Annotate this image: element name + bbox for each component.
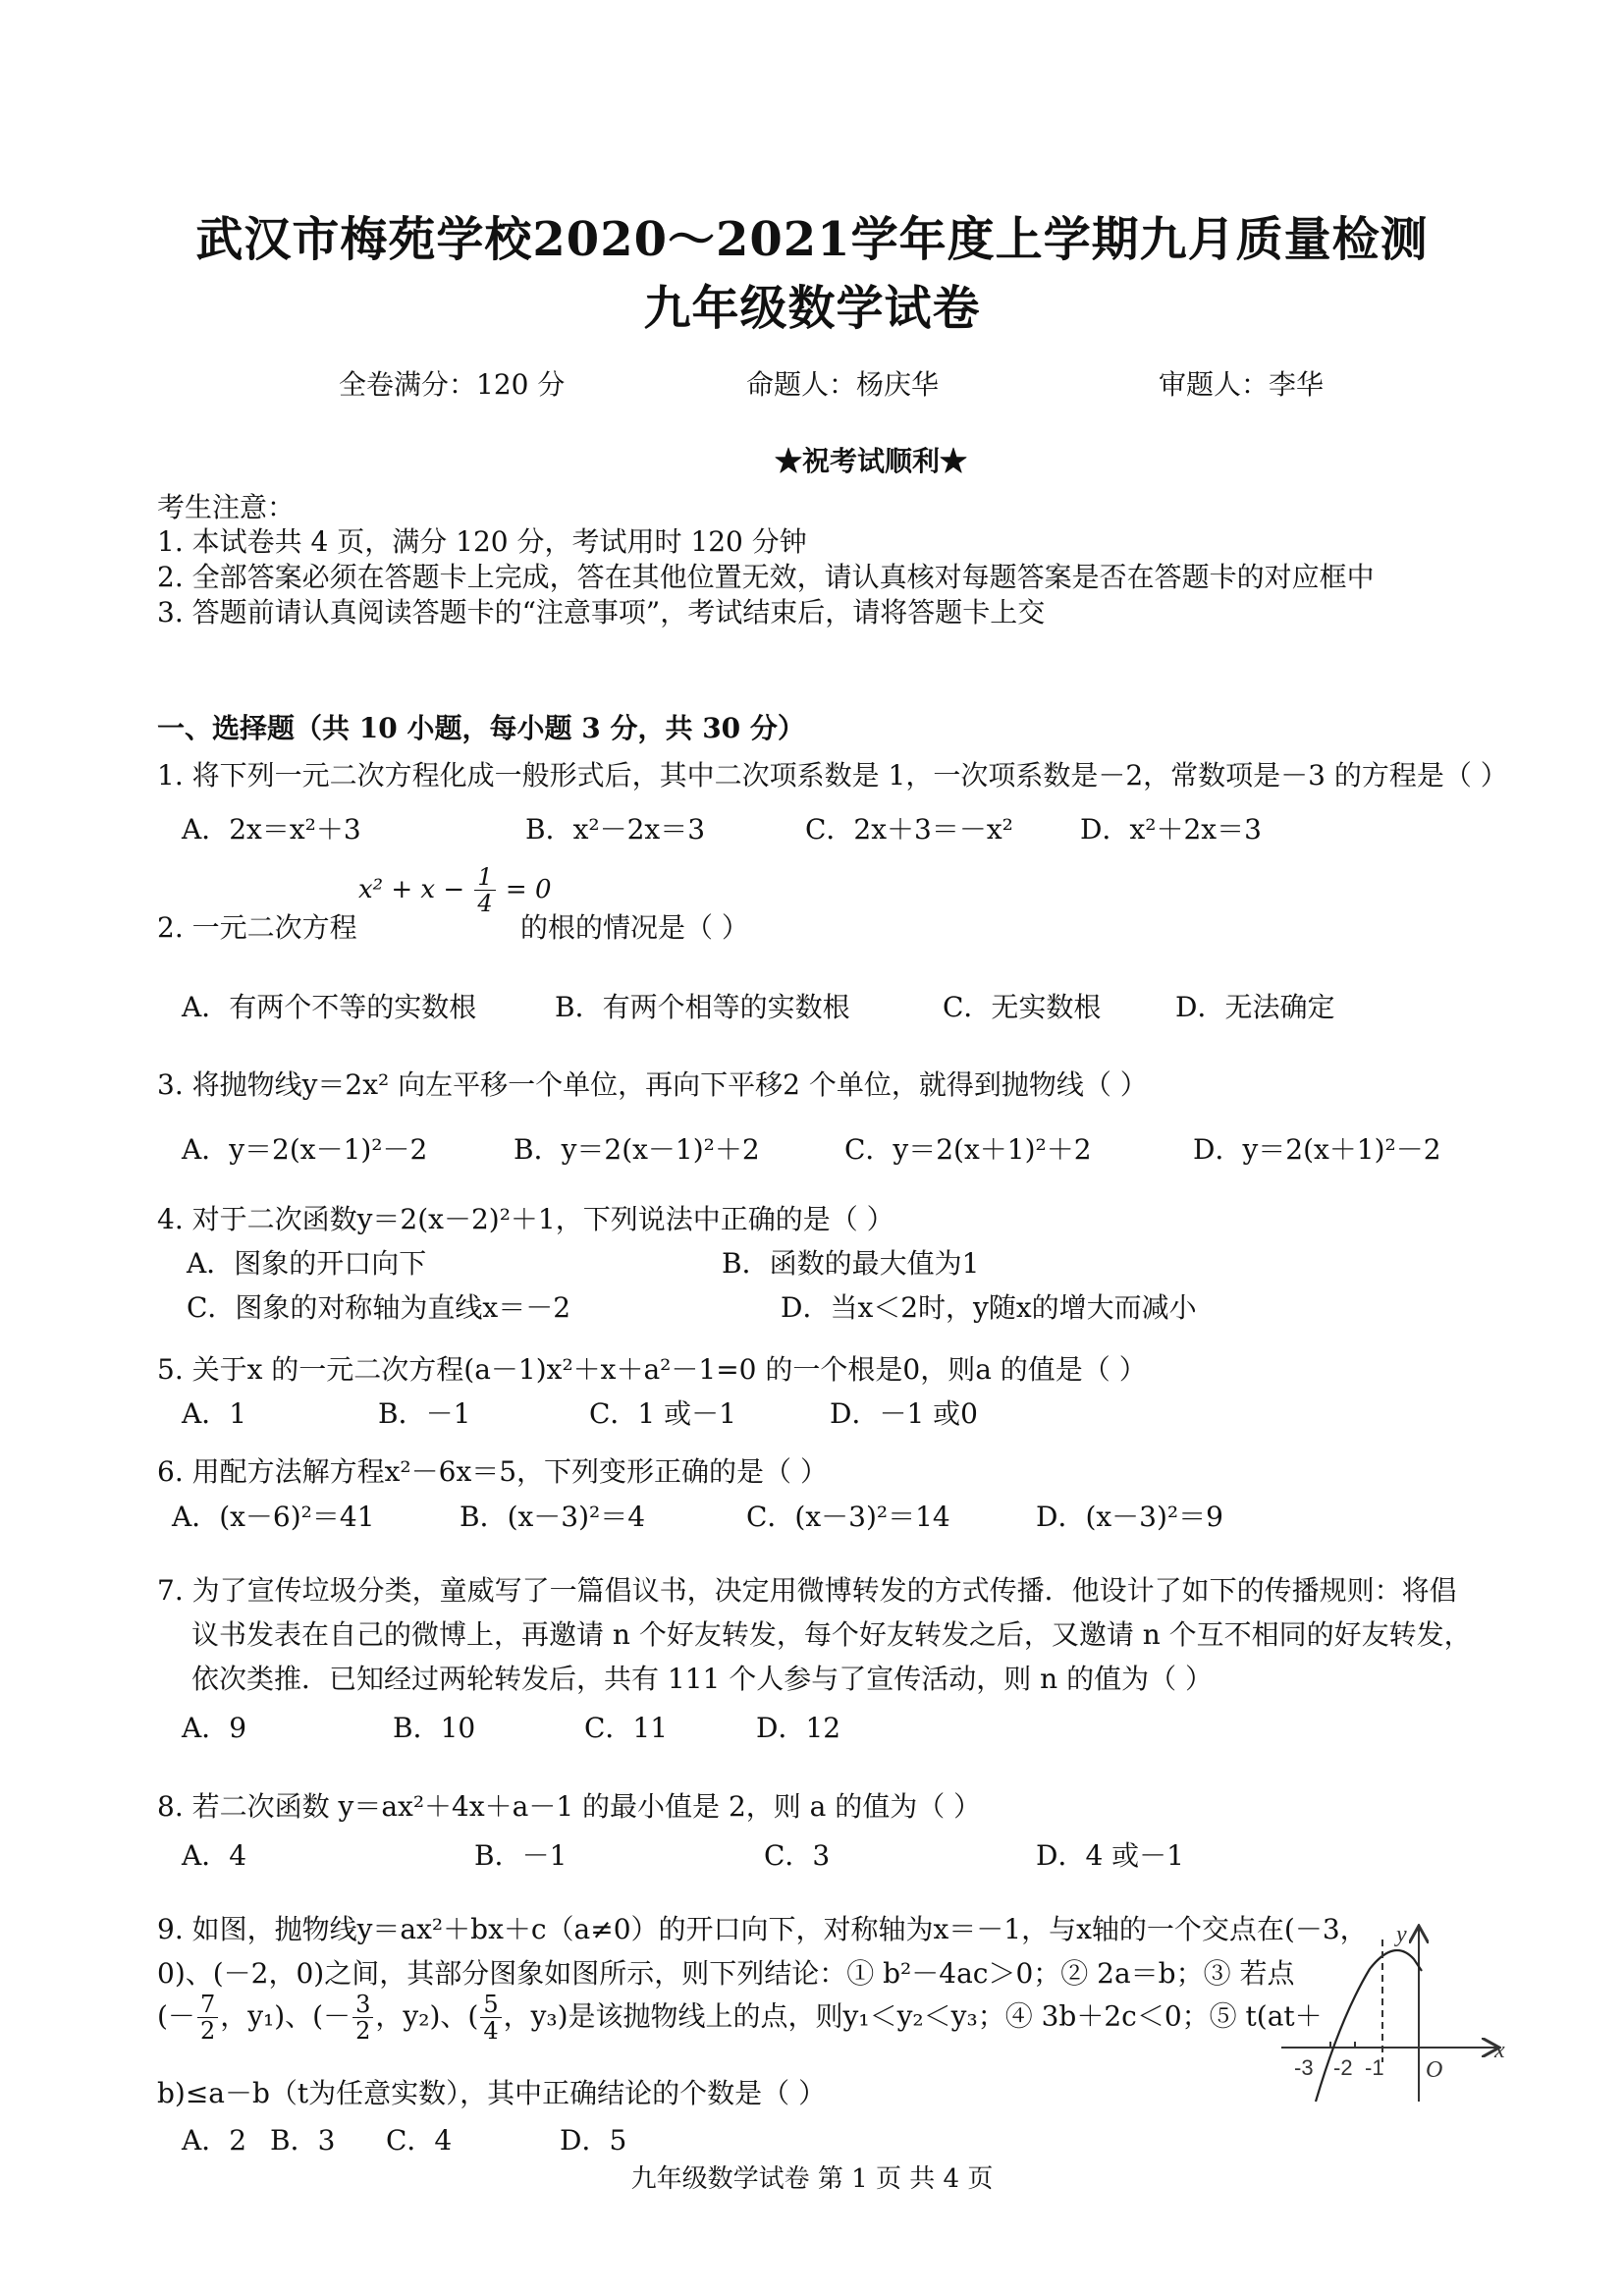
page-footer: 九年级数学试卷 第 1 页 共 4 页: [630, 2164, 994, 2194]
question-3-option-a: A．y＝2(x－1)²－2: [182, 1133, 428, 1166]
question-7-option-b: B．10: [393, 1712, 476, 1744]
question-9-line-1: 9. 如图，抛物线y＝ax²＋bx＋c（a≠0）的开口向下，对称轴为x＝－1，与x轴的一个交点在(－3，: [157, 1913, 1368, 1945]
notice-heading: 考生注意：: [157, 491, 296, 523]
parabola-graph: [1276, 1920, 1512, 2106]
question-8-option-b: B．－1: [474, 1839, 568, 1872]
question-5-stem: 5. 关于x 的一元二次方程(a－1)x²＋x＋a²－1=0 的一个根是0，则a 的值是（ ）: [157, 1353, 1147, 1386]
question-2-fraction: $\frac{1}{4}$: [474, 864, 495, 917]
exam-title-line2: 九年级数学试卷: [643, 281, 981, 336]
question-6-stem: 6. 用配方法解方程x²－6x＝5，下列变形正确的是（ ）: [157, 1455, 828, 1488]
question-1-option-c: C．2x＋3＝－x²: [805, 813, 1013, 846]
tick-label-minus-1: -1: [1365, 2055, 1384, 2080]
question-6-option-d: D．(x－3)²＝9: [1036, 1501, 1223, 1533]
question-4-option-b: B．函数的最大值为1: [722, 1247, 980, 1280]
question-7-line-1: 7. 为了宣传垃圾分类，童威写了一篇倡议书，决定用微博转发的方式传播．他设计了如下的传播规则：将倡: [157, 1574, 1457, 1607]
question-2-option-b: B．有两个相等的实数根: [555, 991, 850, 1023]
question-4-option-c: C．图象的对称轴为直线x＝－2: [187, 1291, 571, 1324]
question-2-option-c: C．无实数根: [943, 991, 1102, 1023]
question-9-line-4: b)≤a－b（t为任意实数），其中正确结论的个数是（ ）: [157, 2077, 827, 2109]
question-5-option-d: D．－1 或0: [830, 1397, 978, 1430]
exam-title-line1: 武汉市梅苑学校2020～2021学年度上学期九月质量检测: [195, 212, 1429, 267]
question-2-prefix: 2. 一元二次方程: [157, 911, 357, 944]
question-5-option-b: B．－1: [378, 1397, 471, 1430]
question-9-option-a: A．2: [182, 2124, 247, 2157]
question-7-line-3: 依次类推．已知经过两轮转发后，共有 111 个人参与了宣传活动，则 n 的值为（ ）: [191, 1663, 1213, 1695]
question-2-option-a: A．有两个不等的实数根: [182, 991, 477, 1023]
question-1-option-a: A．2x＝x²＋3: [182, 813, 361, 846]
notice-item-2: 2. 全部答案必须在答题卡上完成，答在其他位置无效，请认真核对每题答案是否在答题卡的对应框中: [157, 561, 1375, 593]
question-3-option-c: C．y＝2(x＋1)²＋2: [844, 1133, 1092, 1166]
y-axis-label: y: [1396, 1922, 1407, 1947]
question-7-option-c: C．11: [584, 1712, 669, 1744]
question-8-stem: 8. 若二次函数 y＝ax²＋4x＋a－1 的最小值是 2，则 a 的值为（ ）: [157, 1790, 982, 1823]
question-setter: 命题人：杨庆华: [746, 368, 940, 401]
x-axis-label: x: [1494, 2038, 1505, 2063]
question-8-option-c: C．3: [764, 1839, 831, 1872]
notice-item-3: 3. 答题前请认真阅读答题卡的“注意事项”，考试结束后，请将答题卡上交: [157, 596, 1046, 628]
question-2-suffix: 的根的情况是（ ）: [520, 911, 749, 944]
question-1-stem: 1. 将下列一元二次方程化成一般形式后，其中二次项系数是 1，一次项系数是－2，常数项是－3 的方程是（ ）: [157, 759, 1508, 792]
question-6-option-c: C．(x－3)²＝14: [746, 1501, 950, 1533]
good-luck-wish: ★祝考试顺利★: [774, 445, 967, 477]
tick-label-minus-2: -2: [1333, 2055, 1353, 2080]
question-4-option-d: D．当x＜2时，y随x的增大而减小: [781, 1291, 1197, 1324]
tick-label-minus-3: -3: [1294, 2055, 1314, 2080]
question-reviewer: 审题人：李华: [1159, 368, 1325, 401]
section-heading: 一、选择题（共 10 小题，每小题 3 分，共 30 分）: [157, 712, 805, 744]
question-4-stem: 4. 对于二次函数y＝2(x－2)²＋1，下列说法中正确的是（ ）: [157, 1203, 894, 1235]
question-9-option-b: B．3: [270, 2124, 336, 2157]
fraction-5-4: $\frac{5}{4}$: [480, 1992, 501, 2045]
question-9-line-2: 0)、(－2，0)之间，其部分图象如图所示，则下列结论：① b²－4ac＞0；② 2a＝b；③ 若点: [157, 1957, 1295, 1990]
question-2-equation: x² + x − $\frac{1}{4}$ = 0: [358, 863, 552, 918]
question-5-option-c: C．1 或－1: [589, 1397, 736, 1430]
question-6-option-a: A．(x－6)²＝41: [172, 1501, 375, 1533]
question-3-option-d: D．y＝2(x＋1)²－2: [1193, 1133, 1441, 1166]
question-2-option-d: D．无法确定: [1175, 991, 1335, 1023]
question-4-option-a: A．图象的开口向下: [187, 1247, 427, 1280]
question-7-option-d: D．12: [756, 1712, 841, 1744]
fraction-3-2: $\frac{3}{2}$: [352, 1992, 373, 2045]
question-5-option-a: A．1: [182, 1397, 247, 1430]
notice-item-1: 1. 本试卷共 4 页，满分 120 分，考试用时 120 分钟: [157, 525, 807, 558]
question-3-stem: 3. 将抛物线y＝2x² 向左平移一个单位，再向下平移2 个单位，就得到抛物线（ ）: [157, 1068, 1148, 1101]
fraction-7-2: $\frac{7}{2}$: [197, 1992, 218, 2045]
question-6-option-b: B．(x－3)²＝4: [460, 1501, 646, 1533]
full-score: 全卷满分：120 分: [339, 368, 566, 401]
question-7-option-a: A．9: [182, 1712, 247, 1744]
question-8-option-a: A．4: [182, 1839, 247, 1872]
question-9-option-c: C．4: [386, 2124, 453, 2157]
origin-label: O: [1426, 2057, 1443, 2083]
question-9-line-3: (－ $\frac{7}{2}$ ，y₁)、(－ $\frac{3}{2}$ ，y₂)、( $\frac{5}{4}$ ，y₃)是该抛物线上的点，则y₁＜y₂＜y₃；④ 3b＋2c＜0；⑤ t(at＋: [157, 1991, 1323, 2046]
question-1-option-b: B．x²－2x＝3: [525, 813, 706, 846]
question-9-option-d: D．5: [560, 2124, 627, 2157]
question-3-option-b: B．y＝2(x－1)²＋2: [514, 1133, 760, 1166]
question-7-line-2: 议书发表在自己的微博上，再邀请 n 个好友转发，每个好友转发之后，又邀请 n 个互不相同的好友转发，: [191, 1618, 1472, 1651]
question-1-option-d: D．x²＋2x＝3: [1080, 813, 1262, 846]
question-8-option-d: D．4 或－1: [1036, 1839, 1184, 1872]
